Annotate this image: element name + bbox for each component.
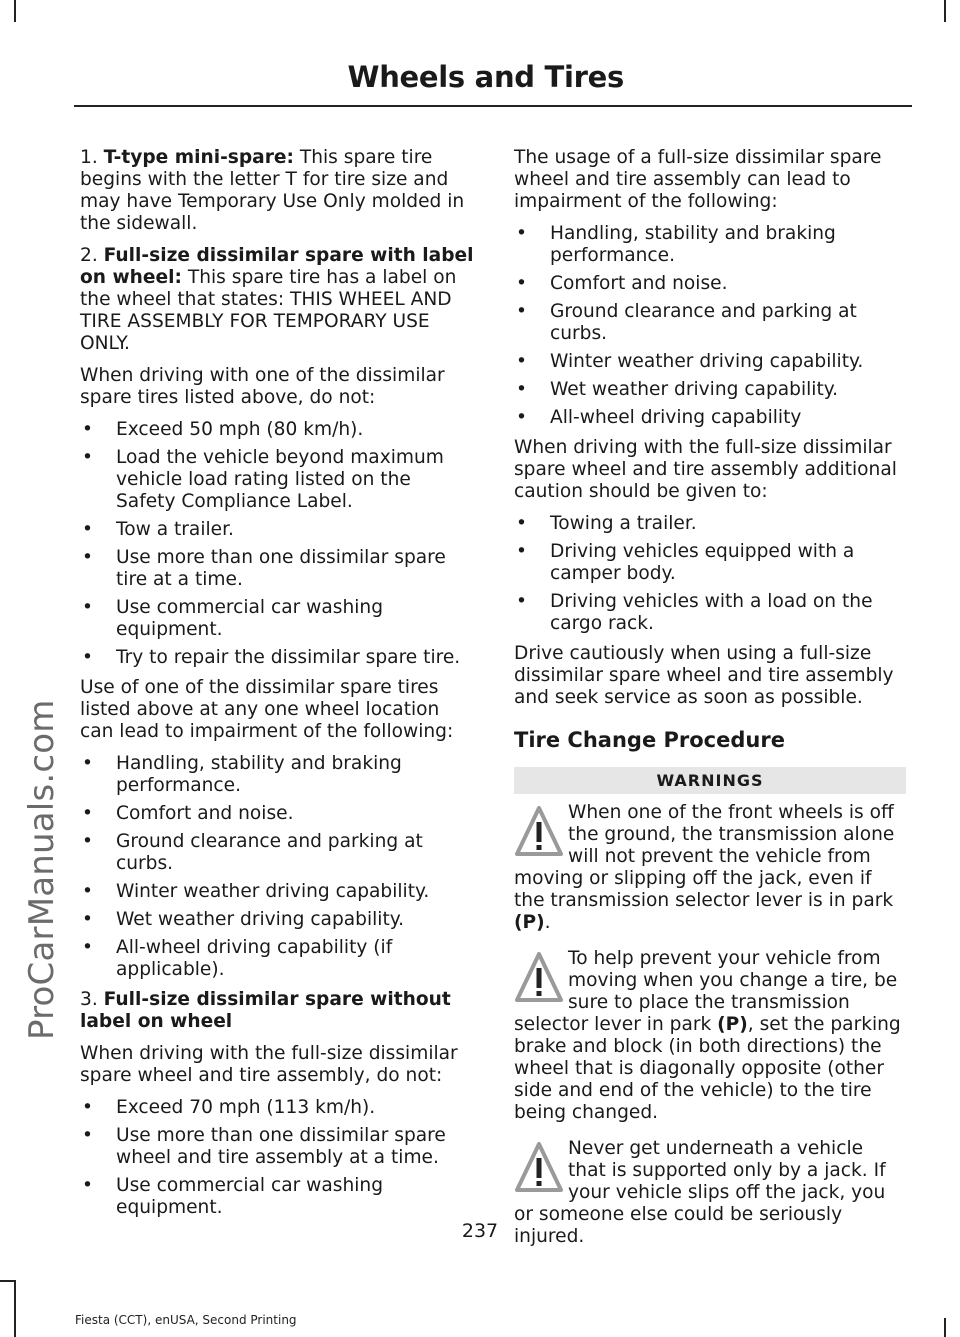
list-item — [80, 1175, 476, 1219]
list-item — [514, 379, 906, 401]
list-item-text: Ground clearance and parking at curbs. — [116, 831, 423, 874]
warning-text: To help prevent your vehicle from moving when you change a tire, be sure to place the transmission selector lever in park — [514, 948, 898, 1035]
list-item — [80, 881, 476, 903]
list-item-text: Winter weather driving capability. — [550, 351, 864, 372]
bullet: • — [82, 647, 93, 668]
list-item-text: All-wheel driving capability (if applicable). — [116, 937, 393, 980]
list-item-text: Load the vehicle beyond maximum vehicle load rating listed on the Safety Compliance Label. — [116, 447, 444, 512]
bullet: • — [82, 597, 93, 618]
list-item-text: Driving vehicles with a load on the cargo rack. — [550, 591, 873, 634]
description: This spare tire has a label on the wheel that states: THIS WHEEL AND TIRE ASSEMBLY FOR TEMPORARY USE ONLY. — [80, 267, 457, 354]
warning-triangle-icon — [514, 950, 564, 1006]
page-number: 237 — [461, 1220, 499, 1242]
warning-text: When one of the front wheels is off the ground, the transmission alone will not prevent the vehicle from moving or slipping off the jack, even if the transmission selector lever is in park — [514, 802, 895, 911]
header-divider — [74, 105, 912, 107]
term: T-type mini-spare: — [103, 147, 294, 168]
item-number: 1. — [80, 147, 104, 168]
do-not-list — [80, 419, 476, 669]
item-number: 3. — [80, 989, 104, 1010]
list-item-text: Towing a trailer. — [550, 513, 697, 534]
list-item — [80, 597, 476, 641]
list-item — [80, 753, 476, 797]
list-item — [80, 803, 476, 825]
list-item-text: Use more than one dissimilar spare wheel and tire assembly at a time. — [116, 1125, 446, 1168]
bullet: • — [516, 541, 527, 562]
bullet: • — [82, 881, 93, 902]
right-column — [514, 147, 906, 1262]
bullet: • — [516, 379, 527, 400]
bullet: • — [82, 547, 93, 568]
paragraph: When driving with the full-size dissimilar spare wheel and tire assembly, do not: — [80, 1043, 458, 1086]
park-indicator: (P) — [717, 1014, 748, 1035]
paragraph: Drive cautiously when using a full-size dissimilar spare wheel and tire assembly and seek service as soon as possible. — [514, 643, 894, 708]
warning-triangle-icon — [514, 1140, 564, 1196]
list-item — [514, 541, 906, 585]
bullet: • — [82, 831, 93, 852]
footer-edition: Fiesta (CCT), enUSA, Second Printing — [75, 1313, 297, 1327]
spare-type-1 — [80, 147, 476, 235]
list-item — [80, 937, 476, 981]
list-item — [80, 1125, 476, 1169]
list-item-text: Tow a trailer. — [116, 519, 234, 540]
list-item — [514, 273, 906, 295]
list-item — [514, 223, 906, 267]
list-item-text: Winter weather driving capability. — [116, 881, 430, 902]
list-item — [80, 1097, 476, 1119]
bullet: • — [516, 407, 527, 428]
bullet: • — [516, 273, 527, 294]
bullet: • — [82, 803, 93, 824]
list-item — [514, 513, 906, 535]
list-item-text: Comfort and noise. — [550, 273, 728, 294]
bullet: • — [516, 351, 527, 372]
warning-text: Never get underneath a vehicle that is supported only by a jack. If your vehicle slips off the jack, you or someone else could be seriously injured. — [514, 1138, 886, 1247]
list-item — [514, 407, 906, 429]
left-column — [80, 147, 476, 1227]
do-not-list-full-size — [80, 1097, 476, 1219]
bullet: • — [82, 937, 93, 958]
watermark: ProCarManuals.com — [22, 699, 62, 1040]
bullet: • — [82, 447, 93, 468]
list-item-text: All-wheel driving capability — [550, 407, 802, 428]
bullet: • — [516, 223, 527, 244]
list-item — [80, 519, 476, 541]
crop-mark — [0, 1280, 16, 1282]
list-item-text: Use more than one dissimilar spare tire at a time. — [116, 547, 446, 590]
bullet: • — [82, 1097, 93, 1118]
warnings-header: WARNINGS — [514, 767, 906, 794]
bullet: • — [516, 513, 527, 534]
warning-2 — [514, 948, 906, 1124]
list-item-text: Try to repair the dissimilar spare tire. — [116, 647, 461, 668]
page-header-title: Wheels and Tires — [347, 60, 624, 94]
paragraph: When driving with one of the dissimilar spare tires listed above, do not: — [80, 365, 445, 408]
paragraph: When driving with the full-size dissimilar spare wheel and tire assembly additional caution should be given to: — [514, 437, 897, 502]
list-item — [514, 351, 906, 373]
crop-mark — [944, 1318, 946, 1337]
impairment-list — [80, 753, 476, 981]
list-item — [514, 301, 906, 345]
list-item-text: Use commercial car washing equipment. — [116, 597, 384, 640]
list-item-text: Exceed 50 mph (80 km/h). — [116, 419, 364, 440]
list-item-text: Comfort and noise. — [116, 803, 294, 824]
list-item — [514, 591, 906, 635]
list-item-text: Handling, stability and braking performance. — [116, 753, 402, 796]
list-item-text: Driving vehicles equipped with a camper body. — [550, 541, 855, 584]
list-item — [80, 909, 476, 931]
term: Full-size dissimilar spare with label on wheel: — [80, 245, 474, 288]
bullet: • — [82, 1175, 93, 1196]
list-item — [80, 447, 476, 513]
crop-mark — [14, 1280, 16, 1337]
description: This spare tire begins with the letter T for tire size and may have Temporary Use Only molded in the sidewall. — [80, 147, 465, 234]
bullet: • — [82, 909, 93, 930]
warning-triangle-icon — [514, 804, 564, 860]
full-size-impairment-list — [514, 223, 906, 429]
bullet: • — [516, 301, 527, 322]
list-item-text: Exceed 70 mph (113 km/h). — [116, 1097, 376, 1118]
list-item — [80, 547, 476, 591]
bullet: • — [82, 419, 93, 440]
list-item — [80, 831, 476, 875]
paragraph: Use of one of the dissimilar spare tires listed above at any one wheel location can lead to impairment of the following: — [80, 677, 454, 742]
bullet: • — [82, 753, 93, 774]
warning-text-end: , set the parking brake and block (in both directions) the wheel that is diagonally opposite (other side and end of the vehicle) to the tire being changed. — [514, 1014, 901, 1123]
park-indicator: (P) — [514, 912, 545, 933]
spare-type-3 — [80, 989, 476, 1033]
list-item — [80, 647, 476, 669]
term: Full-size dissimilar spare without label on wheel — [80, 989, 451, 1032]
crop-mark — [14, 0, 16, 22]
warning-1 — [514, 802, 906, 934]
spare-type-2 — [80, 245, 476, 355]
list-item-text: Ground clearance and parking at curbs. — [550, 301, 857, 344]
list-item-text: Use commercial car washing equipment. — [116, 1175, 384, 1218]
bullet: • — [82, 1125, 93, 1146]
list-item-text: Handling, stability and braking performance. — [550, 223, 836, 266]
list-item — [80, 419, 476, 441]
crop-mark — [944, 0, 946, 22]
caution-list — [514, 513, 906, 635]
item-number: 2. — [80, 245, 104, 266]
bullet: • — [82, 519, 93, 540]
bullet: • — [516, 591, 527, 612]
section-title: Tire Change Procedure — [514, 728, 785, 752]
paragraph: The usage of a full-size dissimilar spare wheel and tire assembly can lead to impairment of the following: — [514, 147, 882, 212]
warning-text-end: . — [544, 912, 551, 933]
list-item-text: Wet weather driving capability. — [550, 379, 838, 400]
list-item-text: Wet weather driving capability. — [116, 909, 404, 930]
